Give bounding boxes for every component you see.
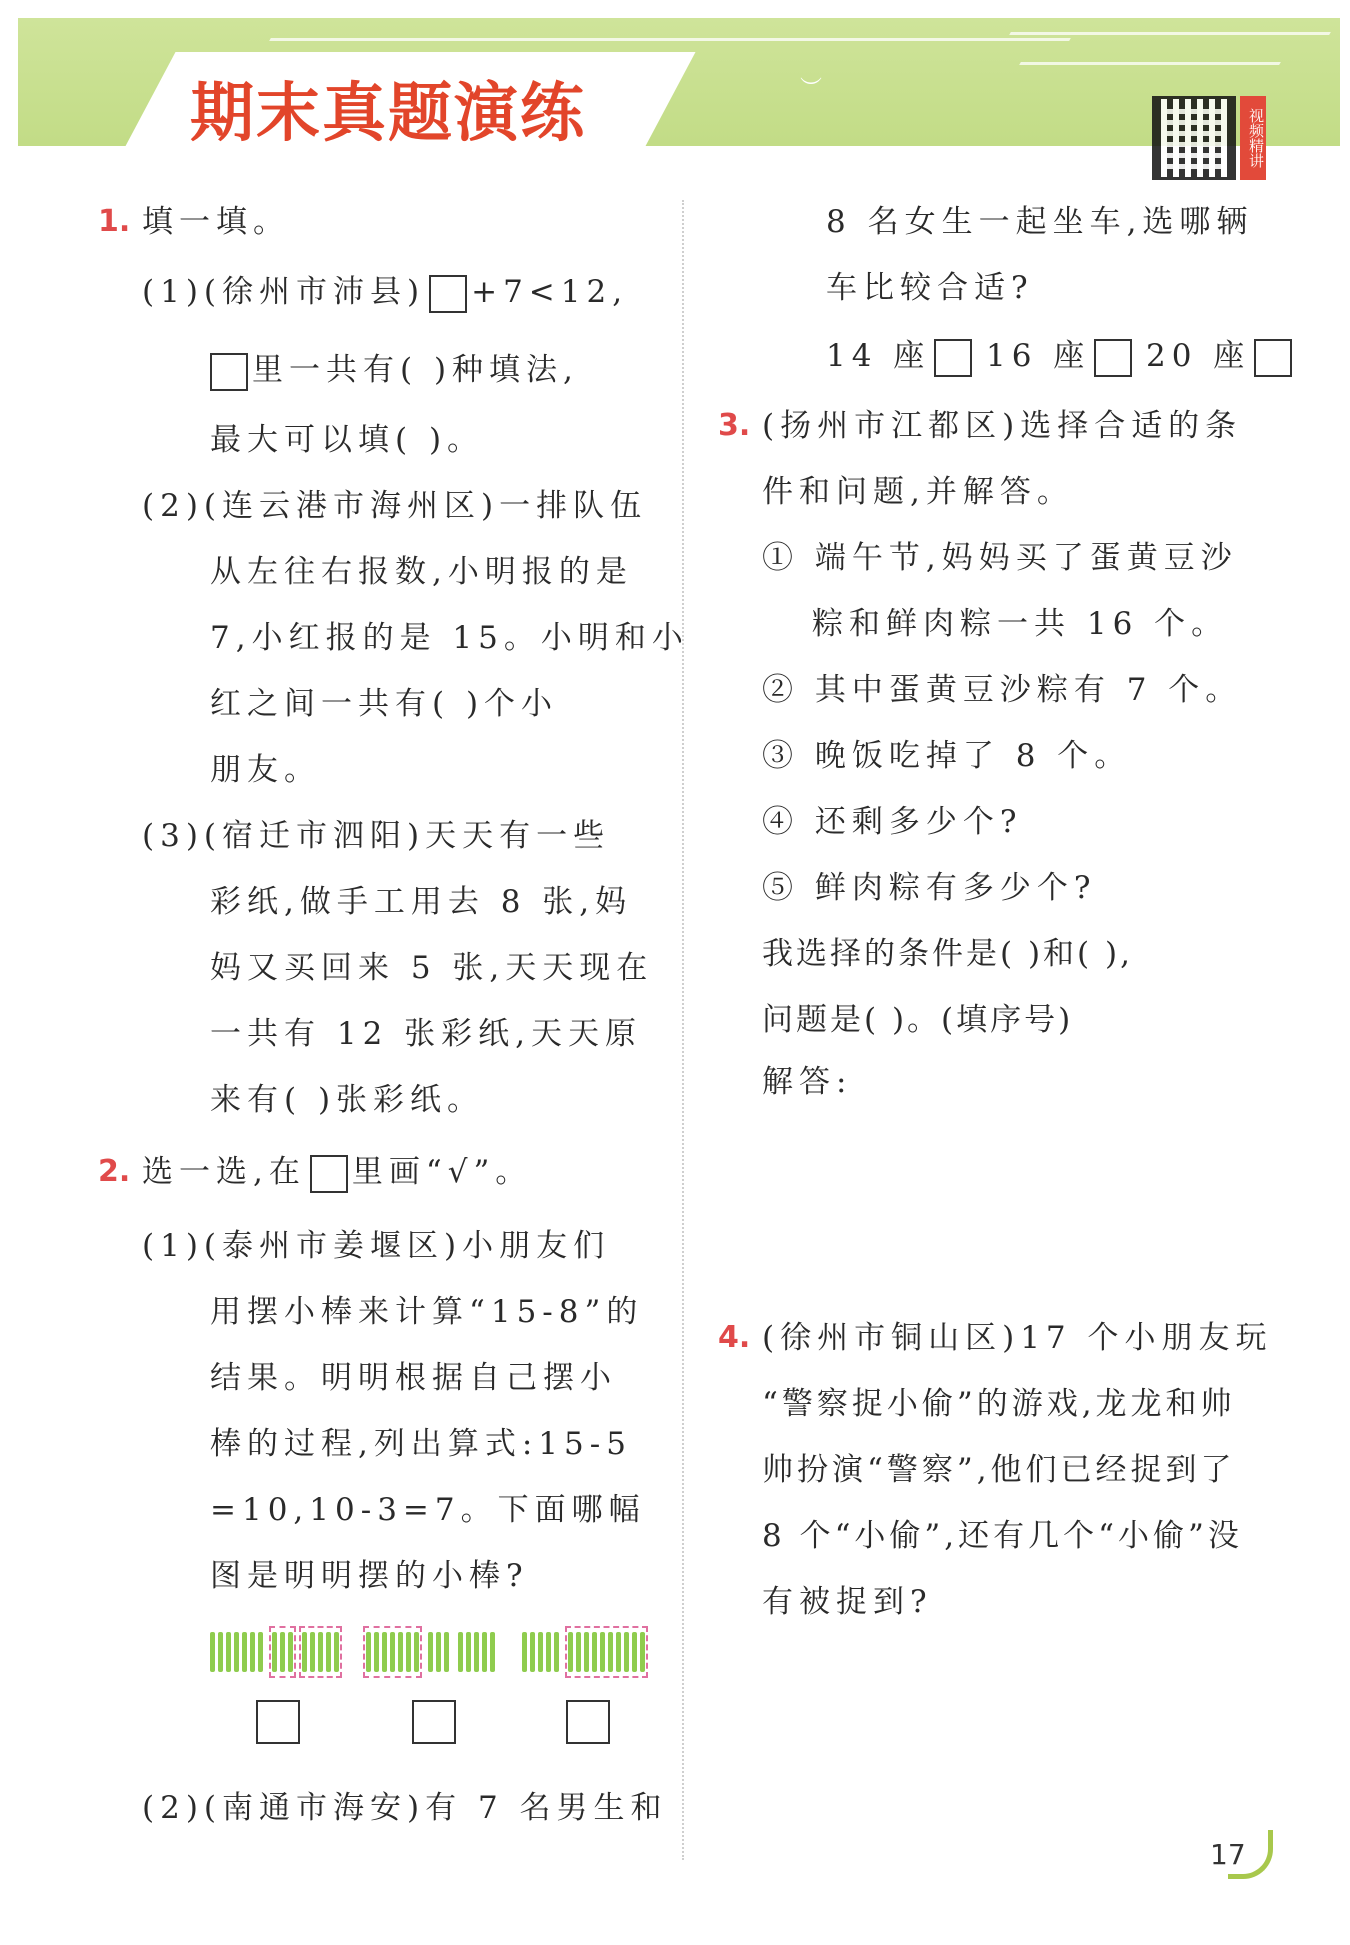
q1-number: 1. [98,204,131,239]
q2-p1-line: 图是明明摆的小棒? [210,1558,529,1594]
q3-answer-label: 解答: [762,1064,853,1100]
stick [538,1632,543,1672]
seat-option-16 [986,336,1136,377]
q4-line: 8 个“小偷”,还有几个“小偷”没 [762,1518,1243,1554]
page-number: 17 [1210,1838,1246,1871]
q1-p1-line3: 最大可以填( )。 [210,422,485,458]
stick [428,1632,433,1672]
seat-option-20 [1146,336,1296,377]
q1-p1-line2 [210,350,579,391]
qr-label: 视频精讲 [1240,96,1266,180]
q3-option: ④ 还剩多少个? [762,804,1023,840]
stick [234,1632,239,1672]
stick [546,1632,551,1672]
q2-number: 2. [98,1154,131,1189]
q2-p1-line: =10,10-3=7。下面哪幅 [210,1492,646,1528]
dashed-group [269,1626,296,1678]
stick-picture-a [210,1624,346,1680]
seat-label: 16 座 [986,338,1091,374]
q3-option: ① 端午节,妈妈买了蛋黄豆沙 [762,540,1238,576]
q4-line: 有被捉到? [762,1584,933,1620]
stick [436,1632,441,1672]
page-title: 期末真题演练 [190,77,586,151]
dashed-group [299,1626,342,1678]
q1-p3-line: 彩纸,做手工用去 8 张,妈 [210,884,633,920]
header-stripe [1019,62,1281,65]
q1-p3-line: 妈又买回来 5 张,天天现在 [210,950,654,986]
q2-p1-line: 结果。明明根据自己摆小 [210,1360,617,1396]
choice-box[interactable] [1094,339,1132,377]
q3-question: 问题是( )。(填序号) [762,1002,1074,1038]
stick-picture-c [522,1624,656,1680]
q1-stem: 填一填。 [142,204,290,240]
stick [474,1632,479,1672]
q2-p1-line: 用摆小棒来计算“15-8”的 [210,1294,644,1330]
header-stripe [269,38,1071,41]
stick [490,1632,495,1672]
q2-p2-line: (2)(南通市海安)有 7 名男生和 [142,1790,668,1826]
answer-box[interactable] [429,275,467,313]
q2-p2-cont: 8 名女生一起坐车,选哪辆 [826,204,1254,240]
q1-p1-fill-count: 里一共有( )种填法, [252,352,579,388]
bird-icon: ︶ [800,77,823,102]
q2-stem-b: 里画“√”。 [351,1154,533,1190]
stick [250,1632,255,1672]
q3-option: ⑤ 鲜肉粽有多少个? [762,870,1097,906]
stick [554,1632,559,1672]
stick [218,1632,223,1672]
stick [458,1632,463,1672]
dashed-group [363,1626,422,1678]
q4-number: 4. [718,1320,751,1355]
q1-p3-line: (3)(宿迁市泗阳)天天有一些 [142,818,611,854]
dashed-group [565,1626,648,1678]
q4-line: “警察捉小偷”的游戏,龙龙和帅 [762,1386,1236,1422]
q1-p2-line: 红之间一共有( )个小 [210,686,559,722]
q2-p1-line: 棒的过程,列出算式:15-5 [210,1426,632,1462]
stick [210,1632,215,1672]
stick [466,1632,471,1672]
q3-option: 粽和鲜肉粽一共 16 个。 [812,606,1229,642]
q3-option: ② 其中蛋黄豆沙粽有 7 个。 [762,672,1243,708]
q3-line: 件和问题,并解答。 [762,474,1074,510]
seat-label: 14 座 [826,338,931,374]
q2-p1-line: (1)(泰州市姜堰区)小朋友们 [142,1228,611,1264]
q3-line: (扬州市江都区)选择合适的条 [762,408,1243,444]
choice-box[interactable] [934,339,972,377]
stick [258,1632,263,1672]
q1-p2-line: 从左往右报数,小明报的是 [210,554,633,590]
stick [482,1632,487,1672]
header-stripe [1009,32,1331,35]
stick [530,1632,535,1672]
q1-p1-line1 [142,272,628,313]
column-divider [682,200,684,1860]
seat-label: 20 座 [1146,338,1251,374]
answer-box[interactable] [210,353,248,391]
q1-p3-line: 来有( )张彩纸。 [210,1082,485,1118]
q1-p1-inequality: +7<12, [471,274,629,310]
qr-code[interactable] [1152,96,1236,180]
stick-picture-b [366,1624,502,1680]
stick [226,1632,231,1672]
choice-box[interactable] [1254,339,1292,377]
choice-box-a[interactable] [256,1700,300,1744]
stick [242,1632,247,1672]
choice-box-c[interactable] [566,1700,610,1744]
q1-p1-source: (1)(徐州市沛县) [142,274,426,310]
q2-stem [142,1152,532,1193]
q1-p2-line: 朋友。 [210,752,321,788]
q3-choose: 我选择的条件是( )和( ), [762,936,1133,972]
choice-box-b[interactable] [412,1700,456,1744]
q3-option: ③ 晚饭吃掉了 8 个。 [762,738,1132,774]
sample-box [310,1155,348,1193]
q1-p3-line: 一共有 12 张彩纸,天天原 [210,1016,643,1052]
seat-option-14 [826,336,976,377]
q4-line: (徐州市铜山区)17 个小朋友玩 [762,1320,1273,1356]
stick [522,1632,527,1672]
q1-p2-line: 7,小红报的是 15。小明和小 [210,620,689,656]
q4-line: 帅扮演“警察”,他们已经捉到了 [762,1452,1236,1488]
q3-number: 3. [718,408,751,443]
q1-p2-line: (2)(连云港市海州区)一排队伍 [142,488,648,524]
q2-stem-a: 选一选,在 [142,1154,306,1190]
stick [444,1632,449,1672]
q2-p2-cont: 车比较合适? [826,270,1034,306]
